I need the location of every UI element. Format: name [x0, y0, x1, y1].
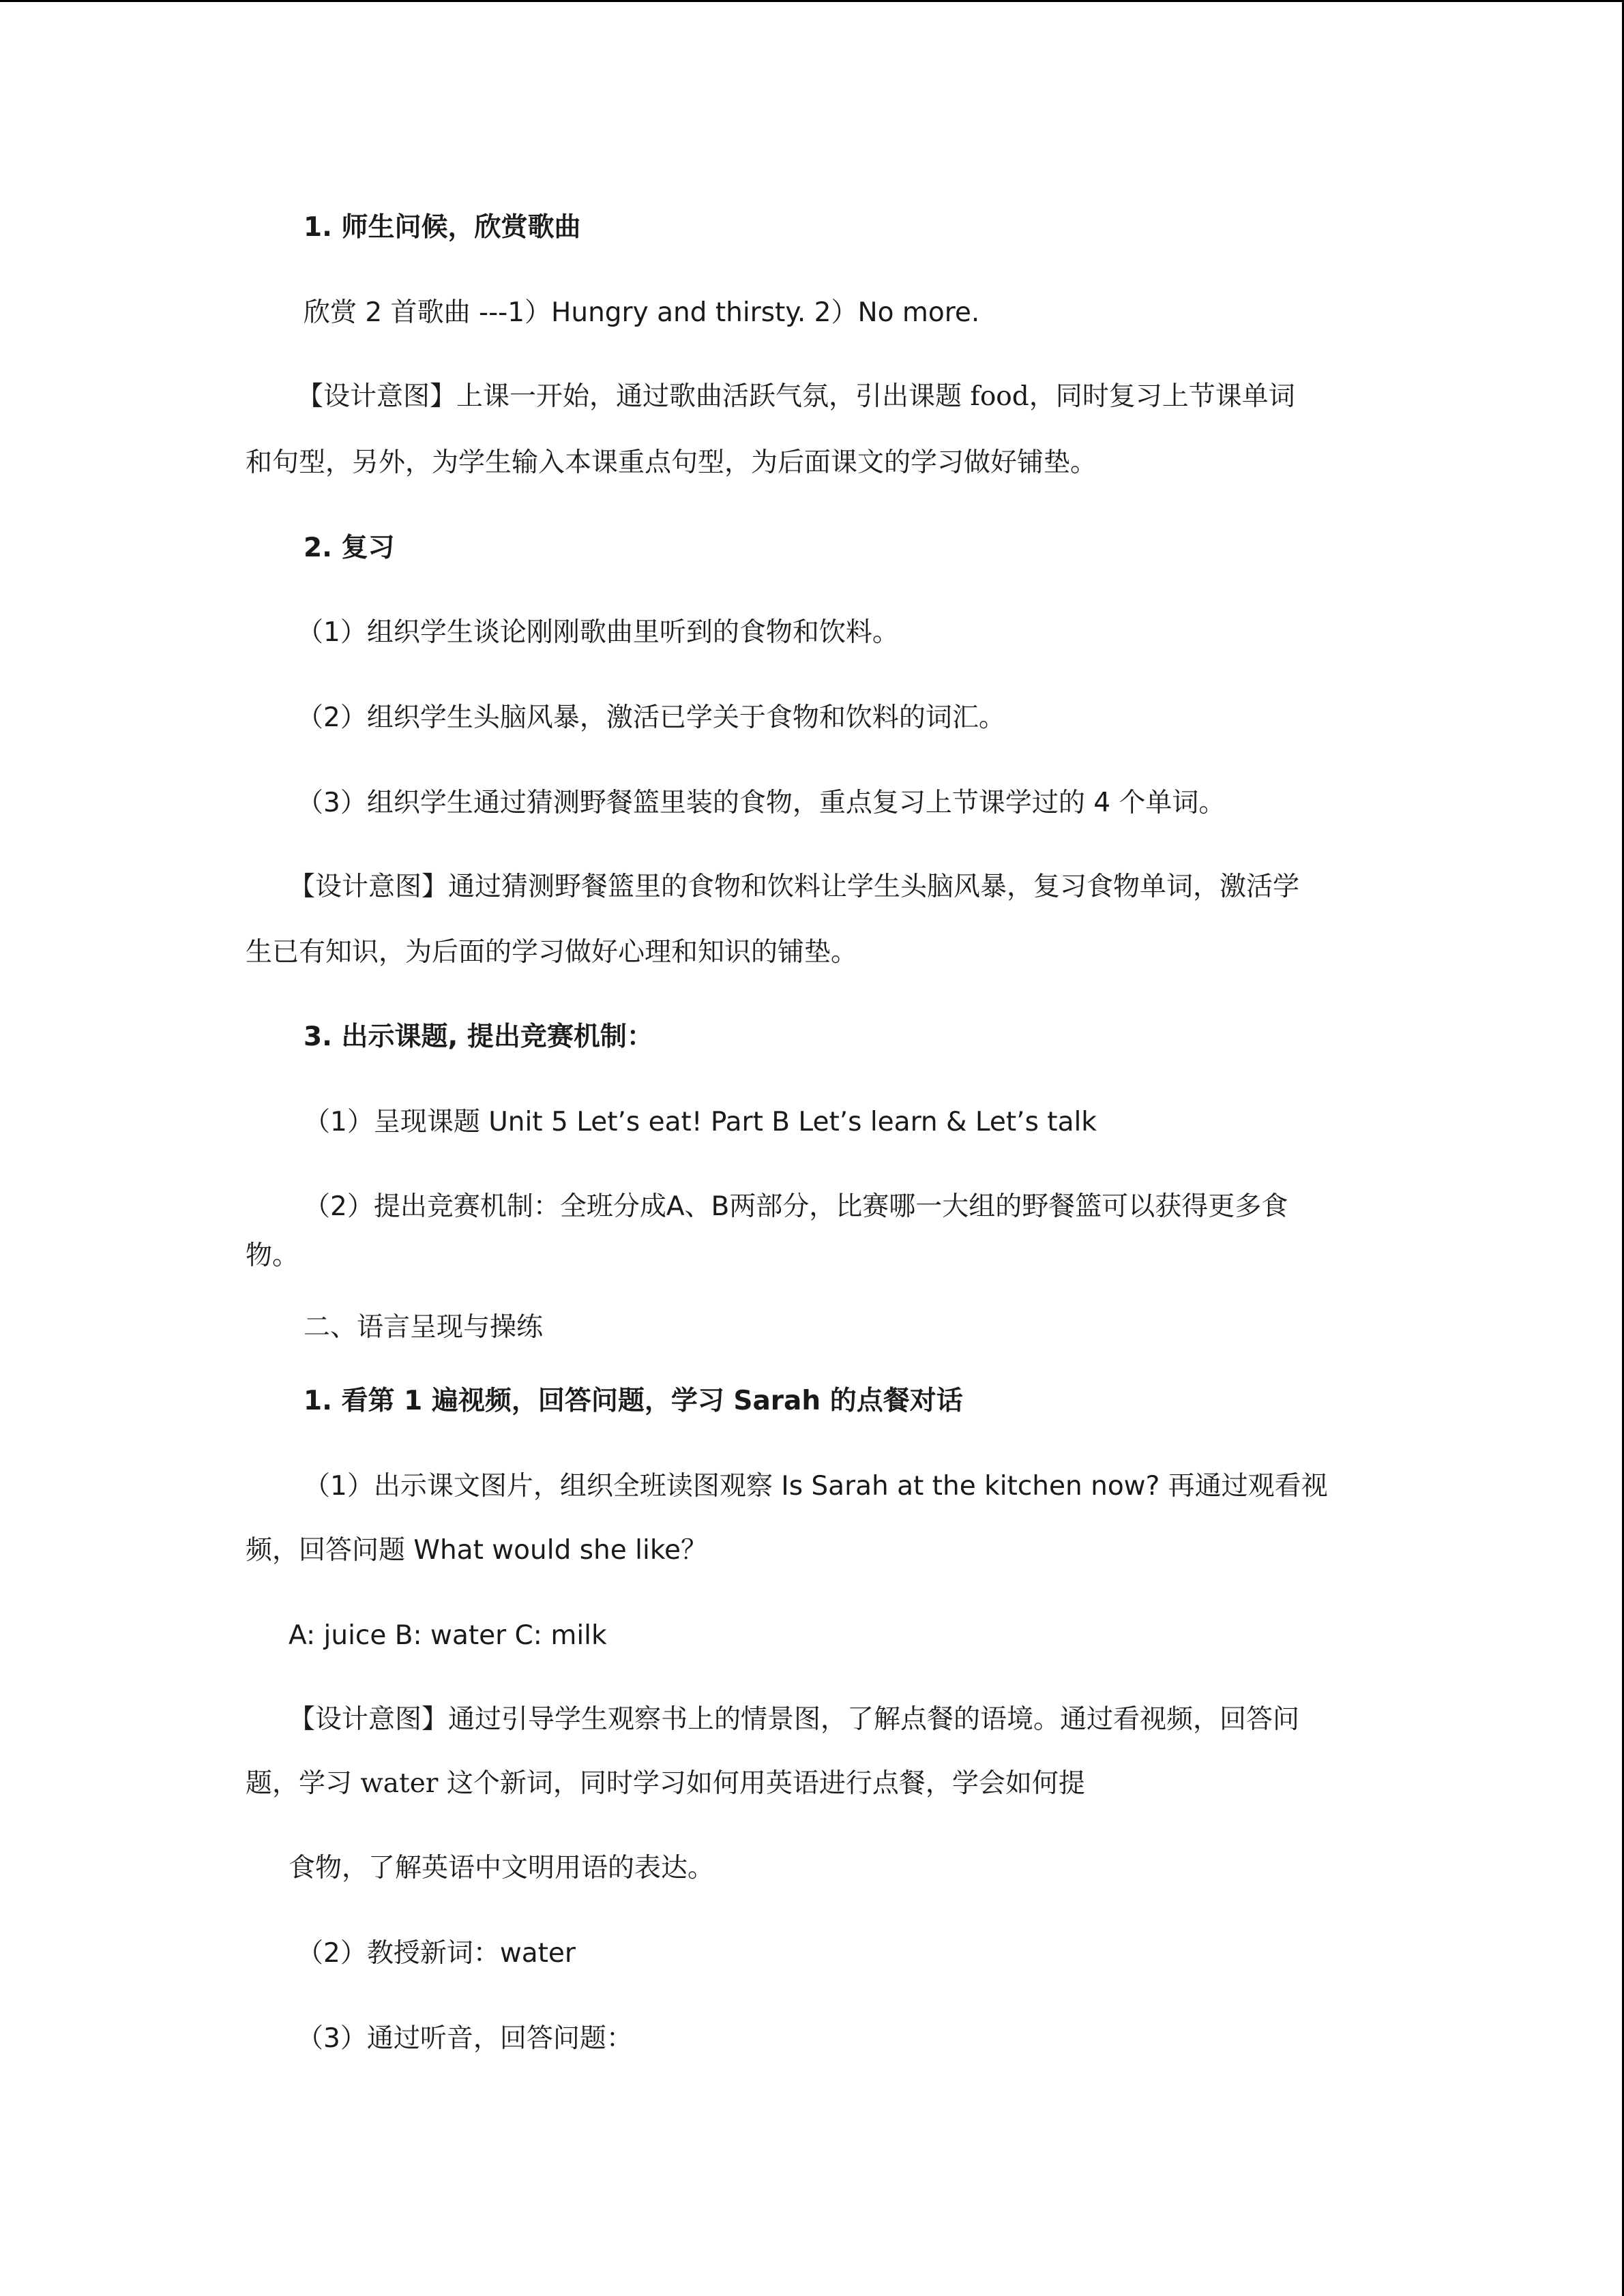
page-border-top: [0, 0, 1624, 2]
topic-item-1: （1）呈现课题 Unit 5 Let’s eat! Part B Let’s learn & Let’s talk: [304, 1107, 1097, 1137]
topic-item-2-line-2: 物。: [246, 1240, 299, 1271]
design-intent-1-line-2: 和句型，另外，为学生输入本课重点句型，为后面课文的学习做好铺垫。: [246, 447, 1097, 478]
design-intent-3-line-1: 【设计意图】通过引导学生观察书上的情景图，了解点餐的语境。通过看视频，回答问: [289, 1704, 1300, 1735]
topic-item-2-line-1: （2）提出竞赛机制：全班分成A、B两部分，比赛哪一大组的野餐篮可以获得更多食: [304, 1191, 1288, 1222]
design-intent-2-line-1: 【设计意图】通过猜测野餐篮里的食物和饮料让学生头脑风暴，复习食物单词，激活学: [289, 871, 1300, 902]
section-heading-greeting: 1. 师生问候，欣赏歌曲: [304, 212, 581, 243]
review-item-3: （3）组织学生通过猜测野餐篮里装的食物，重点复习上节课学过的 4 个单词。: [297, 788, 1226, 818]
design-intent-3-line-3: 食物，了解英语中文明用语的表达。: [289, 1853, 715, 1883]
paragraph-songs: 欣赏 2 首歌曲 ---1）Hungry and thirsty. 2）No more.: [304, 297, 980, 328]
section-heading-review: 2. 复习: [304, 533, 395, 563]
part-heading-language: 二、语言呈现与操练: [304, 1312, 544, 1343]
video-item-2: （2）教授新词：water: [297, 1938, 576, 1969]
video-item-3: （3）通过听音，回答问题：: [297, 2023, 633, 2054]
design-intent-2-line-2: 生已有知识，为后面的学习做好心理和知识的铺垫。: [246, 937, 858, 968]
design-intent-3-line-2: 题，学习 water 这个新词，同时学习如何用英语进行点餐，学会如何提: [246, 1768, 1085, 1799]
section-heading-video: 1. 看第 1 遍视频，回答问题，学习 Sarah 的点餐对话: [304, 1386, 963, 1416]
design-intent-1-line-1: 【设计意图】上课一开始，通过歌曲活跃气氛，引出课题 food，同时复习上节课单词: [297, 381, 1295, 412]
review-item-2: （2）组织学生头脑风暴，激活已学关于食物和饮料的词汇。: [297, 702, 1005, 733]
review-item-1: （1）组织学生谈论刚刚歌曲里听到的食物和饮料。: [297, 617, 899, 648]
video-item-1-line-2: 频，回答问题 What would she like？: [246, 1535, 708, 1566]
video-item-1-line-1: （1）出示课文图片，组织全班读图观察 Is Sarah at the kitchen now? 再通过观看视: [304, 1471, 1328, 1502]
section-heading-topic: 3. 出示课题, 提出竞赛机制：: [304, 1022, 653, 1052]
answer-options: A: juice B: water C: milk: [289, 1620, 607, 1651]
